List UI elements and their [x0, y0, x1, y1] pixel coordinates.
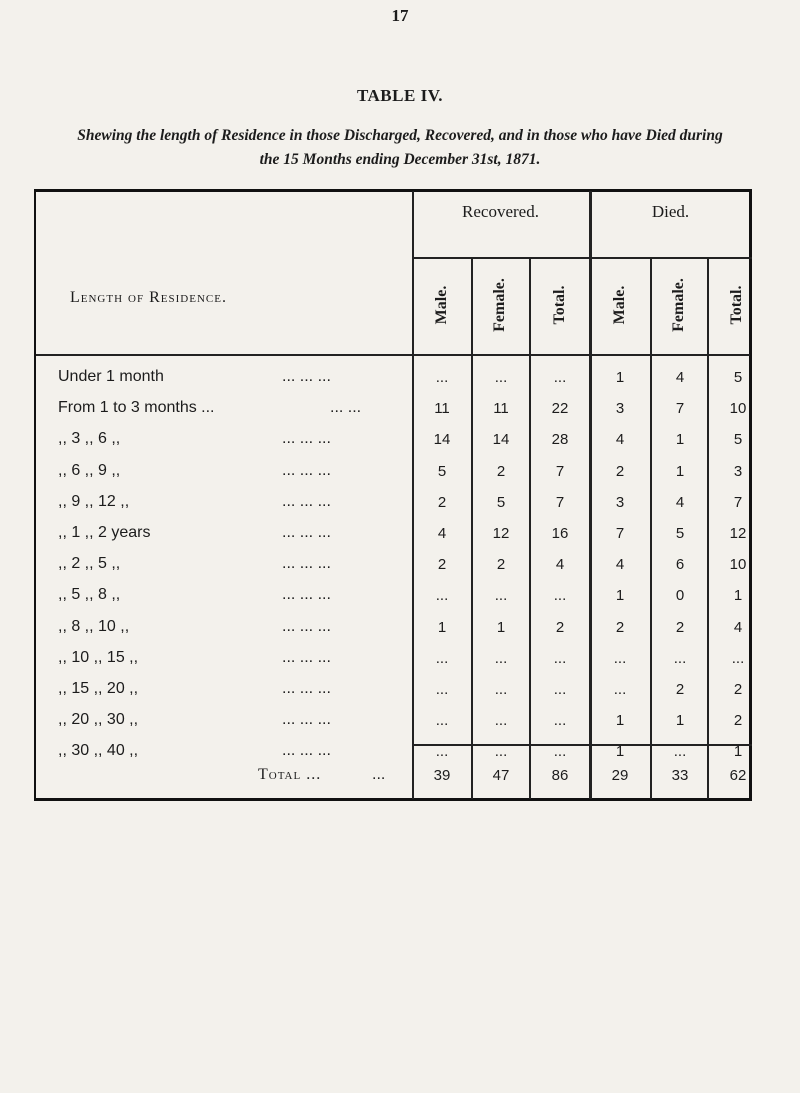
row-leader-dots: ... ... ...: [282, 711, 331, 729]
died-group-header: Died.: [651, 202, 690, 221]
row-label: ,, 6 ,, 9 ,,: [58, 461, 121, 479]
cell-recovered-male: ...: [435, 649, 449, 667]
cell-recovered-female: 5: [496, 493, 506, 511]
cell-died-male: 4: [615, 556, 625, 574]
row-leader-dots: ... ... ...: [282, 524, 331, 541]
cell-recovered-male: ...: [435, 712, 449, 730]
cell-died-total: 1: [733, 743, 743, 761]
cell-recovered-male: ...: [435, 369, 449, 386]
recovered-male-header: Male.: [433, 285, 450, 325]
row-label: ,, 9 ,, 12 ,,: [58, 492, 130, 510]
cell-died-male: 3: [615, 493, 625, 511]
cell-died-total: 2: [733, 712, 743, 730]
cell-died-male: ...: [613, 681, 627, 698]
row-label: Under 1 month: [58, 368, 164, 385]
total-label: Total ...: [258, 766, 322, 783]
row-leader-dots: ... ... ...: [282, 586, 331, 604]
row-leader-dots: ... ... ...: [282, 368, 331, 385]
row-leader-dots: ... ... ...: [282, 680, 331, 697]
cell-recovered-female: ...: [494, 712, 508, 730]
row-label: ,, 10 ,, 15 ,,: [58, 648, 139, 666]
cell-recovered-total: 7: [555, 462, 565, 480]
cell-recovered-male: 2: [437, 556, 447, 574]
total-recovered-female: 47: [492, 767, 510, 784]
cell-died-male: 1: [615, 369, 625, 386]
row-leader-dots: ... ... ...: [282, 492, 331, 510]
row-label: ,, 15 ,, 20 ,,: [58, 680, 139, 697]
cell-recovered-female: 1: [496, 618, 506, 636]
cell-recovered-female: ...: [494, 649, 508, 667]
cell-died-total: ...: [731, 649, 745, 667]
cell-recovered-female: ...: [494, 587, 508, 605]
cell-died-female: 5: [675, 525, 685, 542]
row-leader-dots: ... ... ...: [282, 742, 331, 760]
total-died-female: 33: [671, 767, 689, 784]
recovered-total-header: Total.: [551, 285, 568, 325]
total-dots: ...: [372, 766, 386, 783]
cell-recovered-total: 2: [555, 618, 565, 636]
cell-died-male: 1: [615, 743, 625, 761]
cell-died-total: 10: [729, 556, 747, 574]
table-subtitle: [30, 124, 770, 172]
cell-died-female: 2: [675, 681, 685, 698]
table-title: TABLE IV.: [356, 86, 444, 105]
row-label: ,, 30 ,, 40 ,,: [58, 742, 139, 760]
row-label: ,, 5 ,, 8 ,,: [58, 586, 121, 604]
row-label: ,, 3 ,, 6 ,,: [58, 430, 121, 448]
cell-recovered-male: 5: [437, 462, 447, 480]
row-leader-dots: ... ... ...: [282, 430, 331, 448]
row-label: ,, 20 ,, 30 ,,: [58, 711, 139, 729]
cell-recovered-male: 4: [437, 525, 447, 542]
group-header-rule: [412, 257, 752, 259]
cell-died-female: 1: [675, 712, 685, 730]
cell-died-male: 4: [615, 431, 625, 449]
died-female-header: Female.: [670, 278, 687, 332]
row-label: ,, 1 ,, 2 years: [58, 524, 151, 541]
cell-recovered-total: 22: [551, 400, 569, 418]
cell-recovered-total: 28: [551, 431, 569, 449]
cell-died-total: 7: [733, 493, 743, 511]
cell-died-female: 2: [675, 618, 685, 636]
recovered-group-header: Recovered.: [462, 202, 539, 221]
cell-died-female: 1: [675, 462, 685, 480]
cell-recovered-female: ...: [494, 743, 508, 761]
page-number: 17: [391, 6, 409, 25]
cell-recovered-total: ...: [553, 649, 567, 667]
total-died-male: 29: [611, 767, 629, 784]
cell-died-total: 5: [733, 431, 743, 449]
cell-died-female: 7: [675, 400, 685, 418]
total-recovered-male: 39: [433, 767, 451, 784]
cell-died-total: 4: [733, 618, 743, 636]
cell-died-male: 2: [615, 462, 625, 480]
cell-died-female: ...: [673, 649, 687, 667]
row-leader-dots: ... ... ...: [282, 648, 331, 666]
cell-died-total: 12: [729, 525, 747, 542]
cell-died-male: 7: [615, 525, 625, 542]
recovered-female-header: Female.: [491, 278, 508, 332]
cell-recovered-female: ...: [494, 681, 508, 698]
cell-recovered-male: 2: [437, 493, 447, 511]
cell-recovered-total: ...: [553, 743, 567, 761]
row-leader-dots: ... ... ...: [282, 461, 331, 479]
cell-recovered-total: ...: [553, 712, 567, 730]
length-of-residence-header: Length of Residence.: [70, 289, 227, 306]
cell-died-female: 4: [675, 493, 685, 511]
cell-died-male: 1: [615, 712, 625, 730]
cell-recovered-female: 11: [493, 400, 509, 418]
subtitle-line-2: the 15 Months ending December 31st, 1871.: [259, 151, 541, 168]
cell-died-total: 2: [733, 681, 743, 698]
cell-recovered-male: ...: [435, 681, 449, 698]
cell-died-total: 5: [733, 369, 743, 386]
cell-recovered-male: 14: [433, 431, 451, 449]
died-male-header: Male.: [611, 285, 628, 325]
cell-recovered-female: ...: [494, 369, 508, 386]
cell-recovered-total: 7: [555, 493, 565, 511]
cell-died-female: 6: [675, 556, 685, 574]
cell-recovered-female: 2: [496, 462, 506, 480]
cell-recovered-female: 12: [492, 525, 510, 542]
header-rule: [36, 354, 750, 356]
row-leader-dots: ... ...: [330, 399, 362, 417]
cell-died-male: 3: [615, 400, 625, 418]
cell-died-female: 1: [675, 431, 685, 449]
cell-recovered-female: 2: [496, 556, 506, 574]
cell-recovered-total: ...: [553, 681, 567, 698]
cell-died-total: 3: [733, 462, 743, 480]
cell-recovered-total: 4: [555, 556, 565, 574]
cell-recovered-male: 11: [434, 400, 450, 418]
cell-recovered-total: 16: [551, 525, 569, 542]
row-label: ,, 2 ,, 5 ,,: [58, 555, 121, 573]
cell-recovered-female: 14: [492, 431, 510, 449]
row-leader-dots: ... ... ...: [282, 555, 331, 573]
cell-recovered-total: ...: [553, 369, 567, 386]
row-leader-dots: ... ... ...: [282, 617, 331, 635]
cell-died-male: 2: [615, 618, 625, 636]
cell-died-female: ...: [673, 743, 687, 761]
total-recovered-total: 86: [551, 767, 569, 784]
cell-recovered-total: ...: [553, 587, 567, 605]
cell-died-total: 10: [729, 400, 747, 418]
cell-recovered-male: 1: [437, 618, 447, 636]
died-total-header: Total.: [728, 285, 745, 325]
cell-died-female: 4: [675, 369, 685, 386]
cell-recovered-male: ...: [435, 743, 449, 761]
cell-died-female: 0: [675, 587, 685, 605]
cell-died-male: 1: [615, 587, 625, 605]
cell-recovered-male: ...: [435, 587, 449, 605]
cell-died-total: 1: [733, 587, 743, 605]
row-label: From 1 to 3 months ...: [58, 399, 215, 417]
total-died-total: 62: [729, 767, 747, 784]
row-label: ,, 8 ,, 10 ,,: [58, 617, 130, 635]
cell-died-male: ...: [613, 649, 627, 667]
subtitle-line-1: Shewing the length of Residence in those Discharged, Recovered, and in those who have Died during: [77, 127, 723, 144]
